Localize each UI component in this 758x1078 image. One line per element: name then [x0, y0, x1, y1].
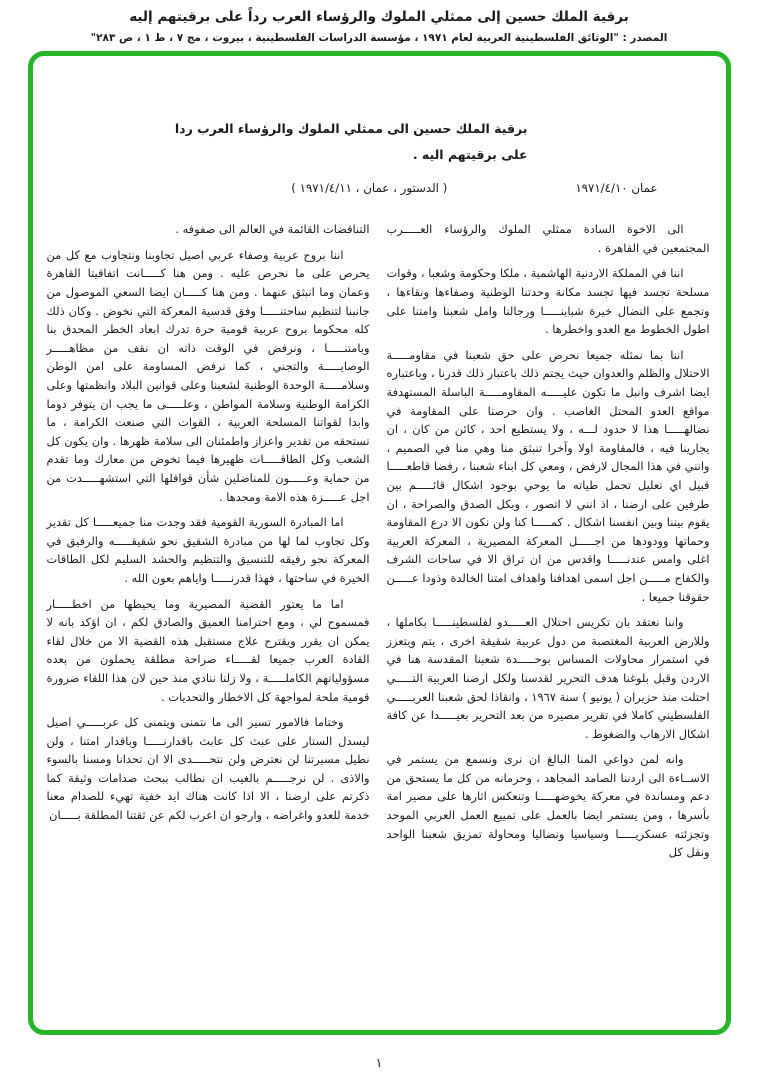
paragraph: وانه لمن دواعي المنا البالغ ان نرى ونسمع من يستمر في الاســاءة الى اردننا الصامد المجاهد ، وحرمانه من كل ما يستحق من دعم ومساندة في معركة يخوضهـــــا وتنعكس اثارها على مصير امة بأسرها ، ومن يستمر ايضا بالعمل على تمييع العمل العربي الموحد وتجزئته عسكريـــــا وسياسيا ونضاليا ومحاولة تمزيق شعبنا الواحد ونقل كل: [386, 752, 710, 860]
dateline-source-ref: ( الدستور ، عمان ، ١٩٧١/٤/١١ ): [291, 181, 448, 196]
document-title: [47, 116, 710, 167]
paragraph: واننا نعتقد بان تكريس احتلال العـــــدو لفلسطينـــــا بكاملها ، وللارض العربية المغتصبة من دول عربية شقيقة اخرى ، يتم ويتعزز في استمرار محاولات المساس بوحـــــدة شعبنا المقدسة هنا في الاردن وقبل بلوغنا هدف التحرير لقدسنا ولكل ارضنا العربية التـــــي احتلت منذ حزيران ( يونيو ) سنة ١٩٦٧ ، وانقاذا لحق شعبنا العربـــــي الفلسطيني كاملا في تقرير مصيره من بعد التحرير بعيـــــدا عن كافة اشكال الارهاب والضغوط .: [386, 615, 710, 741]
paragraph: اما المبادرة السورية القومية فقد وجدت منا جميعـــــا كل تقدير وكل تجاوب لما لها من مبادرة الشقيق نحو شقيقـــــه والرفيق في المعركة نحو رفيقه للتنسيق والتنظيم والحشد السليم لكل الطاقات الخيرة في ساحتها ، فهذا قدرنـــــا واياهم بعون الله .: [46, 515, 370, 585]
page-header: [0, 0, 758, 44]
paragraph: اما ما يعتور القضية المصيرية وما يحيطها من اخطـــــار فمسموح لي ، ومع احترامنا العميق والصادق لكم ، ان اؤكد بانه لا يمكن ان يقرر ويقترح علاج مستقبل هذه القضية الا من خلال لقاء القادة العرب جميعا لقـــــاء صراحة مطلقة يحملون من بعده مسؤولياتهم الكاملـــــة ، ولا زلنا ننادي منذ حين لان هذا اللقاء ضرورة قومية ملحة لمواجهة كل الاخطار والتحديات .: [46, 596, 370, 704]
dateline: [47, 181, 710, 195]
paragraph: اننا بروح عربية وصفاء عربي اصيل تجاوبنا ونتجاوب مع كل من يحرص على ما نحرص عليه . ومن هنا كـــــانت اتفاقيتا القاهرة وعمان وما انبثق عنهما . ومن هنا كـــــان ايضا السعي الموصول من جانبنا لتنظيم ساحتنـــــا وفق قدسية المعركة التي نخوض . وكان ذلك كله محكوما بروح عربية قومية حرة تدرك ابعاد الخطر المحدق بنا وبامتنـــــا ، ونرفض في الوقت ذاته ان نقف من مظاهـــــر الوصايـــــة والتجني ، كما نرفض المساومة على امن الوطن وسلامـــــة الوحدة الوطنية لشعبنا وعلى قوانين البلاد وانظمتها وعلى الكرامة الوطنية وسلامة المواطن ، وعلـــــى ما يجب ان يتوفر دوما وابدا لقواتنا المسلحة العربية ، القوات التي صنعت الكرامة ، ما تستحقه من تقدير واعزاز واطمئنان الى سلامة ظهرها . وان يكون كل الشعب وكل الطاقـــــات ظهيرها فيما تخوض من معارك وما تقدم من حماية وعـــــون للمناضلين شأن قوافلها التي استشهـــــدت من اجل عـــــزة هذه الامة ومجدها .: [46, 247, 370, 504]
document-title-line2: على برقيتهم اليه .: [412, 146, 528, 162]
dateline-place-date: عمان ١٩٧١/٤/١٠: [575, 181, 658, 196]
green-border-frame: [28, 51, 731, 1035]
document-source-line: المصدر : "الوثائق الفلسطينية العربية لعام ١٩٧١ ، مؤسسة الدراسات الفلسطينية ، بيروت ، مج ٧ ، ط ١ ، ص ٢٨٣": [90, 32, 668, 44]
left-column: [47, 220, 370, 869]
document-title-line1: برقية الملك حسين الى ممثلي الملوك والرؤساء العرب ردا: [174, 121, 528, 136]
paragraph: التناقضات القائمة في العالم الى صفوفه .: [175, 222, 370, 237]
page-number: ١: [375, 1055, 383, 1070]
paragraph: الى الاخوة السادة ممثلي الملوك والرؤساء العـــــرب المجتمعين في القاهرة .: [386, 222, 710, 255]
paragraph: وختاما فالامور تسير الى ما نتمنى ويتمنى كل عربـــــي اصيل ليسدل الستار على عبث كل عابث باقدارنـــــا وباقدار امتنا ، ولن نطيل مسيرتنا لن نعترض ولن نتحـــــدى الا ان تحدانا ومسنا بالسوء والاذى . لن نرجـــــم بالغيب ان نطالب ببحث صدامات وثيقة كما ذكرتم على ارضنا ، الا اذا كانت هناك ايد خفية تهيء للصدام معنا خدمة للعدو واغراضه ، وارجو ان اعرب لكم عن ثقتنا المطلقة بـــــان: [46, 715, 370, 823]
document-header-title: برقية الملك حسين إلى ممثلي الملوك والرؤساء العرب رداً على برقيتهم إليه: [129, 9, 629, 25]
paragraph: اننا بما نمثله جميعا نحرص على حق شعبنا في مقاومـــــة الاحتلال والظلم والعدوان حيث يجتم ذلك باعتبار ذلك قدرنا ، وباعتباره ايضا اشرف وانبل ما تكون عليـــــه المقاومـــــة الباسلة المستهدفة مواقع العدو المحتل الغاصب . وان حرصنا على المقاومة في نضالهـــــا هذا لا حدود لـــه ، ولا يستطيع احد ، كائن من كان ، ان يجارينا فيه ، فالمقاومة اولا وآخرا تنبثق منا وهي منا في الصميم ، وانني في هذا المجال لارفض ، ومعي كل ابناء شعبنا ، رفضا قاطعـــــا قبيل اي تعليل تحمل طياته ما يوحي بوجود اشكال قائـــــم بين طرفين على ارضنا ، اذ انني لا اتصور ، وبكل الصدق والصراحة ، ان يقوم بيننا وبين انفسنا اشكال . كمـــــا كنا ولن نكون الا درع المقاومة وحماتها وودودها من اجـــــل المعركة المصيرية ، المعركة العربية اغلى وامس عندنـــــا واقدس من ان تراق الا في ساحات الشرف والكفاح مـــــن اجل اسمى اهدافنا واهداف امتنا الخالدة وذودا عـــــن حقوقنا جميعا .: [386, 347, 710, 604]
paragraph: اننا في المملكة الاردنية الهاشمية ، ملكا وحكومة وشعبا ، وقوات مسلحة تجسد فيها تجسد مكانة وحدتنا الوطنية وصفاءها ونقاءها ، وتجمع على النضال خيرة شبابنـــــا ورجالنا وامل شعبنا وامتنا على اطول الخطوط مع العدو واخطرها .: [386, 266, 710, 337]
text-columns: [47, 220, 710, 869]
right-column: [387, 220, 710, 869]
